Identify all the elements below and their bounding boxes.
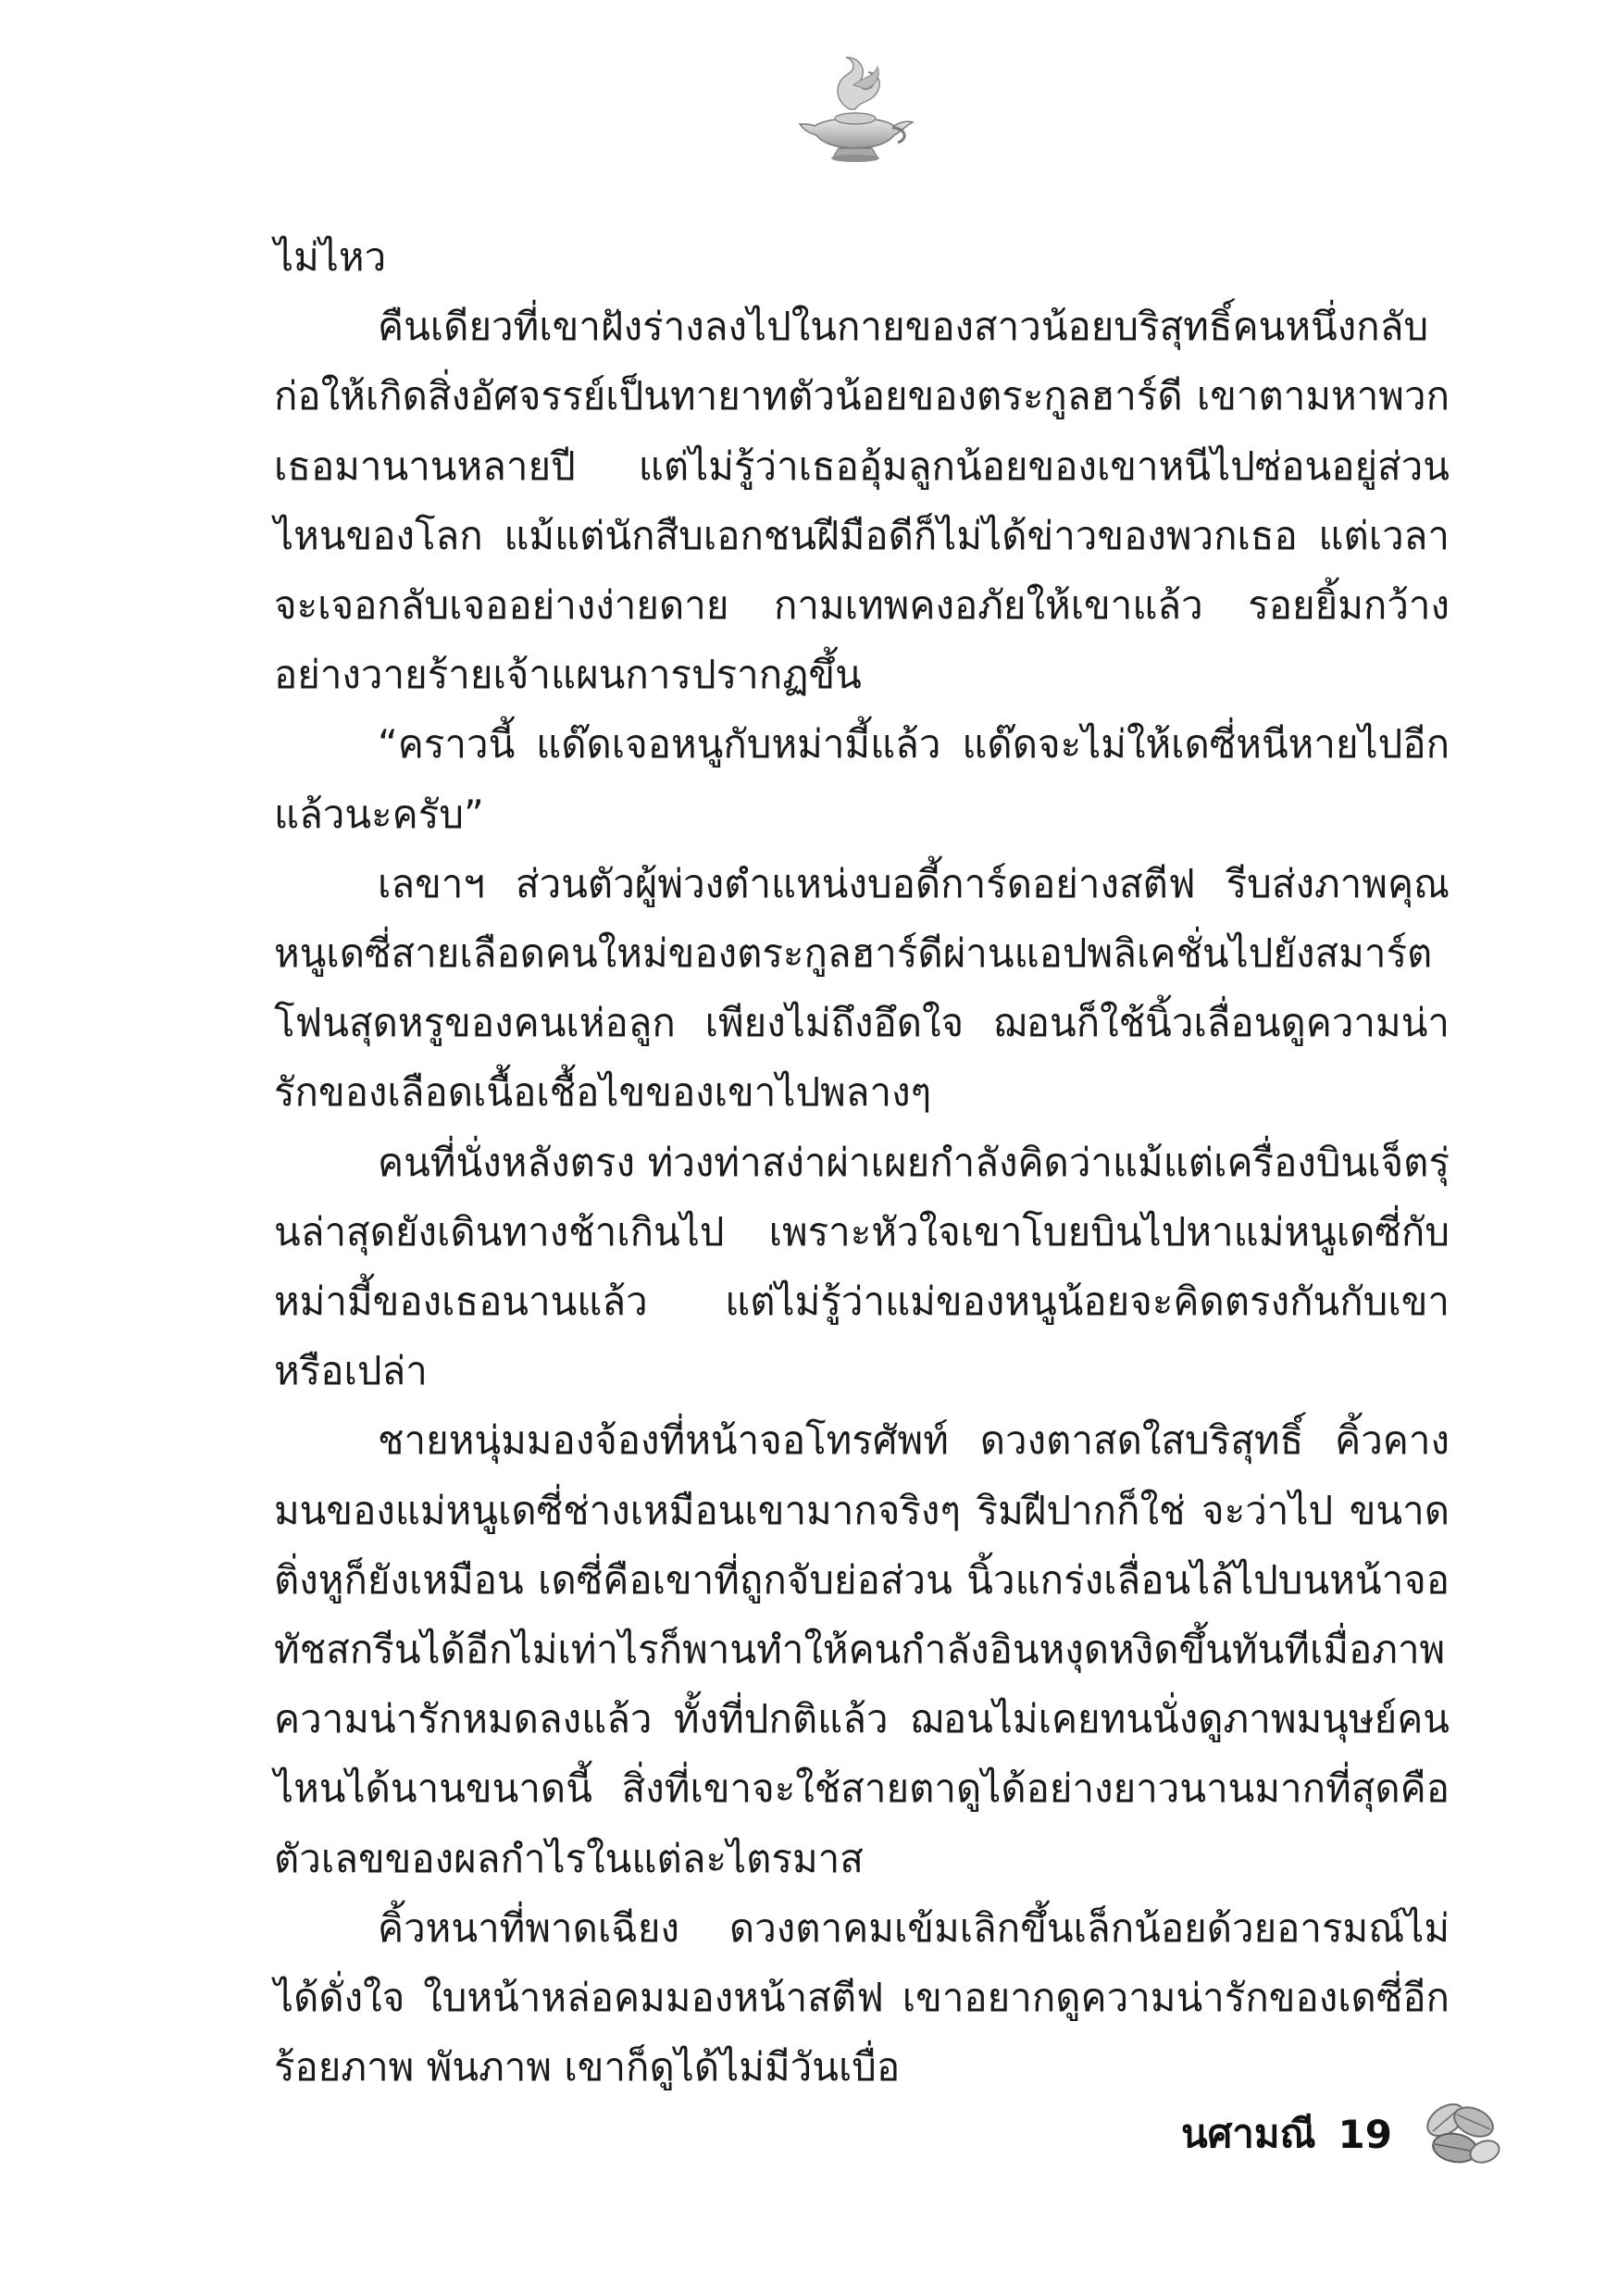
paragraph: คืนเดียวที่เขาฝังร่างลงไปในกายของสาวน้อยบริสุทธิ์คนหนึ่งกลับก่อให้เกิดสิ่งอัศจรรย์เป็นทายาทตัวน้อยของตระกูลฮาร์ดี เขาตามหาพวกเธอมานานหลายปี แต่ไม่รู้ว่าเธออุ้มลูกน้อยของเขาหนีไปซ่อนอยู่ส่วนไหนของโลก แม้แต่นักสืบเอกชนฝีมือดีก็ไม่ได้ข่าวของพวกเธอ แต่เวลาจะเจอกลับเจออย่างง่ายดาย กามเทพคงอภัยให้เขาแล้ว รอยยิ้มกว้างอย่างวายร้ายเจ้าแผนการปรากฏขึ้น (274, 304, 1450, 698)
page-footer (1181, 2092, 1507, 2176)
paragraph: คนที่นั่งหลังตรง ท่วงท่าสง่าผ่าเผยกำลังคิดว่าแม้แต่เครื่องบินเจ็ตรุ่นล่าสุดยังเดินทางช้าเกินไป เพราะหัวใจเขาโบยบินไปหาแม่หนูเดซี่กับหม่ามี้ของเธอนานแล้ว แต่ไม่รู้ว่าแม่ของหนูน้อยจะคิดตรงกันกับเขาหรือเปล่า (274, 1139, 1450, 1394)
paragraph: ไม่ไหว (274, 234, 387, 280)
genie-lamp-icon (796, 54, 916, 165)
paragraph: คิ้วหนาที่พาดเฉียง ดวงตาคมเข้มเลิกขึ้นเล็กน้อยด้วยอารมณ์ไม่ได้ดั่งใจ ใบหน้าหล่อคมมองหน้าสตีฟ เขาอยากดูความน่ารักของเดซี่อีกร้อยภาพ พันภาพ เขาก็ดูได้ไม่มีวันเบื่อ (274, 1904, 1450, 2090)
paragraph: เลขาฯ ส่วนตัวผู้พ่วงตำแหน่งบอดี้การ์ดอย่างสตีฟ รีบส่งภาพคุณหนูเดซี่สายเลือดคนใหม่ของตระกูลฮาร์ดีผ่านแอปพลิเคชั่นไปยังสมาร์ตโฟนสุดหรูของคนเห่อลูก เพียงไม่ถึงอึดใจ ฌอนก็ใช้นิ้วเลื่อนดูความน่ารักของเลือดเนื้อเชื้อไขของเขาไปพลางๆ (274, 860, 1450, 1116)
body-text (274, 222, 1450, 2102)
paragraph: “คราวนี้ แด๊ดเจอหนูกับหม่ามี้แล้ว แด๊ดจะไม่ให้เดซี่หนีหายไปอีกแล้วนะครับ” (274, 721, 1450, 837)
page-number: 19 (1338, 2111, 1392, 2157)
author-name: นศามณี (1180, 2111, 1316, 2156)
leaf-cluster-icon (1414, 2092, 1507, 2176)
paragraph: ชายหนุ่มมองจ้องที่หน้าจอโทรศัพท์ ดวงตาสดใสบริสุทธิ์ คิ้วคางมนของแม่หนูเดซี่ช่างเหมือนเขามากจริงๆ ริมฝีปากก็ใช่ จะว่าไป ขนาดติ่งหูก็ยังเหมือน เดซี่คือเขาที่ถูกจับย่อส่วน นิ้วแกร่งเลื่อนไล้ไปบนหน้าจอทัชสกรีนได้อีกไม่เท่าไรก็พานทำให้คนกำลังอินหงุดหงิดขึ้นทันทีเมื่อภาพความน่ารักหมดลงแล้ว ทั้งที่ปกติแล้ว ฌอนไม่เคยทนนั่งดูภาพมนุษย์คนไหนได้นานขนาดนี้ สิ่งที่เขาจะใช้สายตาดูได้อย่างยาวนานมากที่สุดคือตัวเลขของผลกำไรในแต่ละไตรมาส (274, 1417, 1450, 1881)
